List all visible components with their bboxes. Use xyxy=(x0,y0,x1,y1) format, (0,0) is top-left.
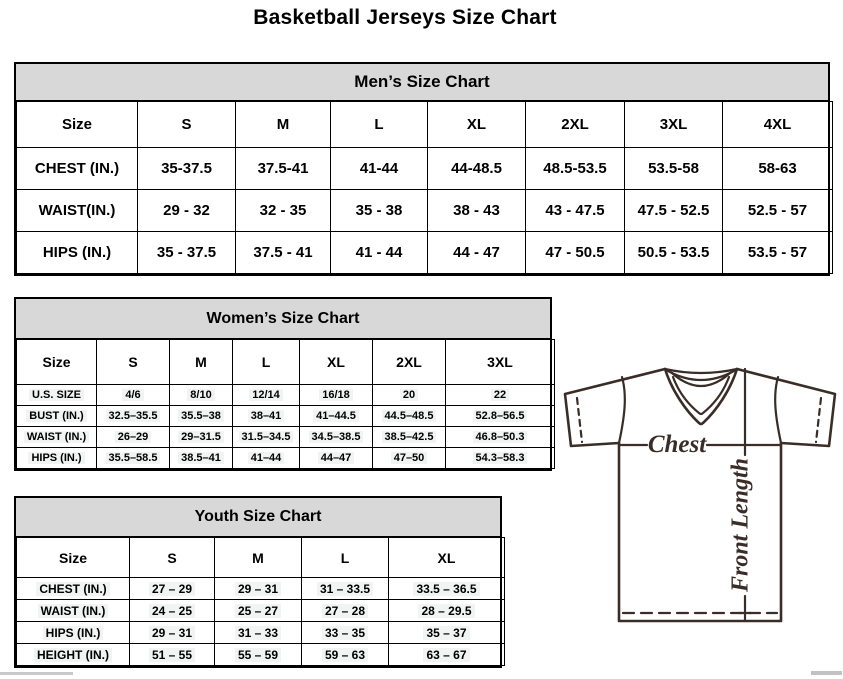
measurement-value-cell: 22 xyxy=(446,385,555,406)
size-label-header: Size xyxy=(17,538,130,578)
measurement-value-cell: 47–50 xyxy=(373,448,446,469)
measurement-value-cell: 44.5–48.5 xyxy=(373,406,446,427)
size-header-row xyxy=(17,340,555,385)
size-column-header: L xyxy=(302,538,389,578)
measurement-row xyxy=(17,578,505,600)
measurement-row xyxy=(17,622,505,644)
measurement-row xyxy=(17,406,555,427)
measurement-value-cell: 44-48.5 xyxy=(428,148,526,190)
size-column-header: XL xyxy=(428,102,526,148)
mens-size-table xyxy=(16,101,833,274)
measurement-value-cell: 29–31.5 xyxy=(170,427,233,448)
size-column-header: L xyxy=(331,102,428,148)
mens-chart-title: Men’s Size Chart xyxy=(16,64,828,101)
measurement-value-cell: 12/14 xyxy=(233,385,300,406)
jersey-outline-graphic xyxy=(565,369,835,621)
measurement-row-label: WAIST (IN.) xyxy=(17,600,130,622)
measurement-value-cell: 31.5–34.5 xyxy=(233,427,300,448)
measurement-value-cell: 44–47 xyxy=(300,448,373,469)
measurement-value-cell: 41-44 xyxy=(331,148,428,190)
youth-size-chart xyxy=(14,496,502,668)
measurement-row xyxy=(17,427,555,448)
measurement-value-cell: 41–44.5 xyxy=(300,406,373,427)
measurement-row xyxy=(17,448,555,469)
measurement-value-cell: 32.5–35.5 xyxy=(97,406,170,427)
measurement-row xyxy=(17,190,833,232)
measurement-value-cell: 38.5–42.5 xyxy=(373,427,446,448)
measurement-row xyxy=(17,385,555,406)
measurement-row-label: CHEST (IN.) xyxy=(17,578,130,600)
measurement-value-cell: 41–44 xyxy=(233,448,300,469)
measurement-value-cell: 31 – 33.5 xyxy=(302,578,389,600)
measurement-value-cell: 38.5–41 xyxy=(170,448,233,469)
measurement-value-cell: 55 – 59 xyxy=(215,644,302,666)
measurement-value-cell: 35 - 37.5 xyxy=(138,232,236,274)
measurement-value-cell: 52.8–56.5 xyxy=(446,406,555,427)
measurement-value-cell: 27 – 29 xyxy=(130,578,215,600)
measurement-row-label: BUST (IN.) xyxy=(17,406,97,427)
measurement-value-cell: 33.5 – 36.5 xyxy=(389,578,505,600)
size-column-header: XL xyxy=(300,340,373,385)
womens-size-chart xyxy=(14,297,552,471)
measurement-value-cell: 54.3–58.3 xyxy=(446,448,555,469)
measurement-row xyxy=(17,644,505,666)
horizontal-scrollbar-fragment-right[interactable] xyxy=(811,671,842,675)
measurement-value-cell: 26–29 xyxy=(97,427,170,448)
measurement-value-cell: 32 - 35 xyxy=(236,190,331,232)
size-column-header: 2XL xyxy=(373,340,446,385)
measurement-value-cell: 4/6 xyxy=(97,385,170,406)
measurement-value-cell: 47 - 50.5 xyxy=(526,232,625,274)
measurement-row xyxy=(17,148,833,190)
measurement-value-cell: 48.5-53.5 xyxy=(526,148,625,190)
measurement-value-cell: 44 - 47 xyxy=(428,232,526,274)
horizontal-scrollbar-fragment-left[interactable] xyxy=(0,672,73,675)
measurement-value-cell: 50.5 - 53.5 xyxy=(625,232,723,274)
size-column-header: M xyxy=(215,538,302,578)
size-column-header: 3XL xyxy=(625,102,723,148)
measurement-value-cell: 53.5-58 xyxy=(625,148,723,190)
measurement-row-label: HIPS (IN.) xyxy=(17,622,130,644)
size-column-header: S xyxy=(97,340,170,385)
measurement-value-cell: 38–41 xyxy=(233,406,300,427)
measurement-value-cell: 29 – 31 xyxy=(215,578,302,600)
measurement-value-cell: 38 - 43 xyxy=(428,190,526,232)
mens-size-chart xyxy=(14,62,830,276)
measurement-value-cell: 63 – 67 xyxy=(389,644,505,666)
measurement-value-cell: 20 xyxy=(373,385,446,406)
youth-chart-title: Youth Size Chart xyxy=(16,498,500,537)
measurement-value-cell: 28 – 29.5 xyxy=(389,600,505,622)
measurement-row xyxy=(17,600,505,622)
size-column-header: 4XL xyxy=(723,102,833,148)
size-column-header: 2XL xyxy=(526,102,625,148)
measurement-value-cell: 29 - 32 xyxy=(138,190,236,232)
measurement-value-cell: 35.5–58.5 xyxy=(97,448,170,469)
measurement-value-cell: 16/18 xyxy=(300,385,373,406)
measurement-value-cell: 35 – 37 xyxy=(389,622,505,644)
size-column-header: 3XL xyxy=(446,340,555,385)
measurement-row-label: WAIST (IN.) xyxy=(17,427,97,448)
measurement-value-cell: 35.5–38 xyxy=(170,406,233,427)
measurement-value-cell: 31 – 33 xyxy=(215,622,302,644)
measurement-row-label: HIPS (IN.) xyxy=(17,232,138,274)
measurement-value-cell: 27 – 28 xyxy=(302,600,389,622)
womens-chart-title: Women’s Size Chart xyxy=(16,299,550,339)
size-column-header: S xyxy=(138,102,236,148)
measurement-value-cell: 37.5-41 xyxy=(236,148,331,190)
measurement-value-cell: 24 – 25 xyxy=(130,600,215,622)
page-title: Basketball Jerseys Size Chart xyxy=(253,6,557,29)
measurement-row-label: HIPS (IN.) xyxy=(17,448,97,469)
right-cuff-dashed-line xyxy=(816,398,821,442)
youth-size-table xyxy=(16,537,505,666)
measurement-value-cell: 53.5 - 57 xyxy=(723,232,833,274)
measurement-value-cell: 35 - 38 xyxy=(331,190,428,232)
left-cuff-dashed-line xyxy=(577,398,582,442)
size-column-header: L xyxy=(233,340,300,385)
measurement-value-cell: 47.5 - 52.5 xyxy=(625,190,723,232)
measurement-value-cell: 25 – 27 xyxy=(215,600,302,622)
measurement-value-cell: 37.5 - 41 xyxy=(236,232,331,274)
measurement-value-cell: 34.5–38.5 xyxy=(300,427,373,448)
measurement-row-label: CHEST (IN.) xyxy=(17,148,138,190)
size-label-header: Size xyxy=(17,340,97,385)
measurement-value-cell: 58-63 xyxy=(723,148,833,190)
front-length-label: Front Length xyxy=(727,457,754,593)
size-column-header: XL xyxy=(389,538,505,578)
measurement-value-cell: 46.8–50.3 xyxy=(446,427,555,448)
size-header-row xyxy=(17,102,833,148)
measurement-value-cell: 33 – 35 xyxy=(302,622,389,644)
measurement-row xyxy=(17,232,833,274)
measurement-value-cell: 41 - 44 xyxy=(331,232,428,274)
measurement-row-label: U.S. SIZE xyxy=(17,385,97,406)
measurement-value-cell: 43 - 47.5 xyxy=(526,190,625,232)
measurement-value-cell: 8/10 xyxy=(170,385,233,406)
measurement-value-cell: 29 – 31 xyxy=(130,622,215,644)
measurement-row-label: WAIST(IN.) xyxy=(17,190,138,232)
size-column-header: M xyxy=(236,102,331,148)
size-column-header: S xyxy=(130,538,215,578)
womens-size-table xyxy=(16,339,555,469)
size-column-header: M xyxy=(170,340,233,385)
size-header-row xyxy=(17,538,505,578)
measurement-row-label: HEIGHT (IN.) xyxy=(17,644,130,666)
chest-label: Chest xyxy=(647,431,707,458)
measurement-value-cell: 51 – 55 xyxy=(130,644,215,666)
measurement-value-cell: 35-37.5 xyxy=(138,148,236,190)
size-label-header: Size xyxy=(17,102,138,148)
jersey-measurement-diagram xyxy=(555,351,843,679)
measurement-value-cell: 52.5 - 57 xyxy=(723,190,833,232)
measurement-value-cell: 59 – 63 xyxy=(302,644,389,666)
